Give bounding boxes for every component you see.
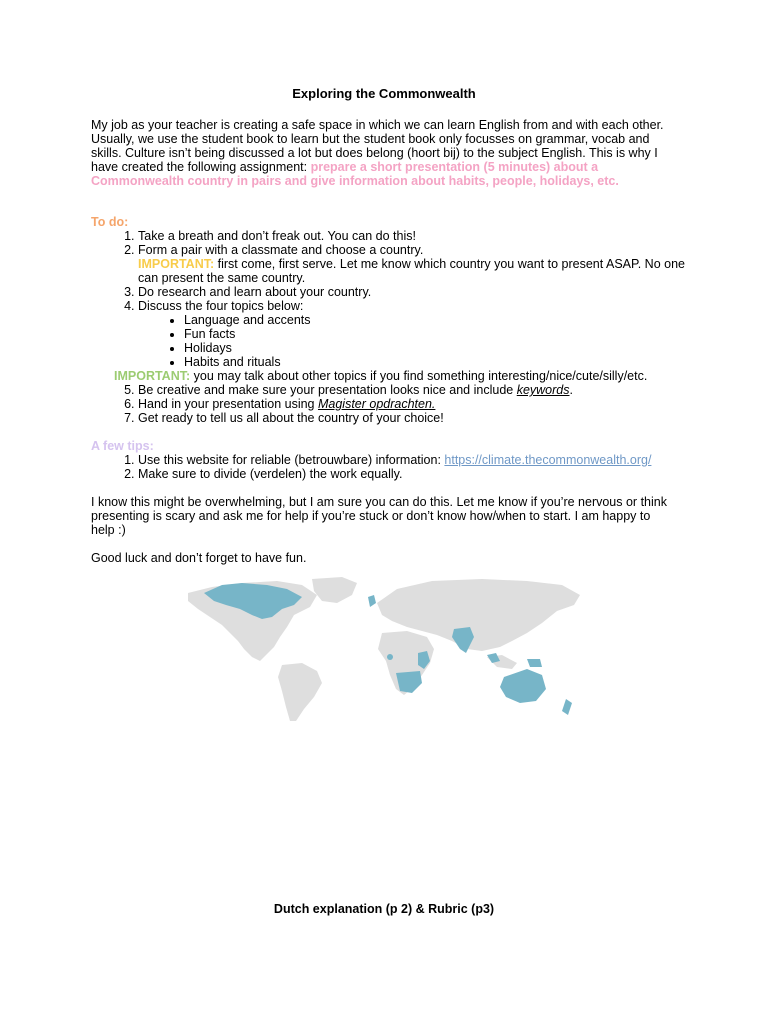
todo-step-4 xyxy=(138,299,691,369)
tips-heading: A few tips: xyxy=(91,439,154,453)
todo-step-4-text: Discuss the four topics below: xyxy=(138,299,304,313)
todo-step-5 xyxy=(138,383,691,397)
document-title: Exploring the Commonwealth xyxy=(292,86,476,101)
important-text-1: first come, first serve. Let me know which country you want to present ASAP. No one can present the same country. xyxy=(138,257,685,285)
todo-step-5-end: . xyxy=(569,383,573,397)
intro-text: My job as your teacher is creating a safe space in which we can learn English from and with each other. Usually, we use the student book to learn but the student book only focusses on grammar, vocab and skills. Culture isn’t being discussed a lot but does belong (hoort bij) to the subject English. This is why I have created the following assignment: xyxy=(91,118,664,174)
commonwealth-website-link[interactable]: https://climate.thecommonwealth.org/ xyxy=(444,453,652,467)
tips-section xyxy=(91,439,691,481)
todo-step-6-text: Hand in your presentation using xyxy=(138,397,318,411)
closing-paragraph: I know this might be overwhelming, but I am sure you can do this. Let me know if you’re nervous or think presenting is scary and ask me for help if you’re stuck or don’t know how/when to start. I am happy to help :) xyxy=(91,495,667,537)
topic-item: • Habits and rituals xyxy=(184,355,691,369)
topics-list xyxy=(138,313,691,369)
todo-step-2 xyxy=(138,243,691,285)
assignment-highlight: prepare a short presentation (5 minutes) about a Commonwealth country in pairs and give information about habits, people, holidays, etc. xyxy=(91,160,619,188)
land-region xyxy=(312,577,357,603)
important-label-green: IMPORTANT: xyxy=(114,369,191,383)
important-label-yellow: IMPORTANT: xyxy=(138,257,215,271)
commonwealth-country xyxy=(527,659,542,667)
tip-1 xyxy=(138,453,691,467)
commonwealth-country xyxy=(396,671,422,693)
footer-note: Dutch explanation (p 2) & Rubric (p3) xyxy=(273,902,495,916)
commonwealth-country xyxy=(500,669,546,703)
tip-1-text: Use this website for reliable (betrouwbare) information: xyxy=(138,453,445,467)
todo-heading: To do: xyxy=(91,215,129,229)
commonwealth-country xyxy=(368,595,376,607)
todo-list xyxy=(91,229,691,369)
todo-step-5-text: Be creative and make sure your presentation looks nice and include xyxy=(138,383,517,397)
intro-paragraph xyxy=(91,118,676,188)
topic-item: • Holidays xyxy=(184,341,691,355)
topic-item: • Fun facts xyxy=(184,327,691,341)
tip-2: 2. Make sure to divide (verdelen) the work equally. xyxy=(138,467,691,481)
important-note-green xyxy=(91,369,691,383)
important-text-2: you may talk about other topics if you find something interesting/nice/cute/silly/etc. xyxy=(190,369,648,383)
commonwealth-country xyxy=(387,654,393,660)
todo-step-1: 1. Take a breath and don’t freak out. You can do this! xyxy=(138,229,691,243)
todo-step-7: 7. Get ready to tell us all about the country of your choice! xyxy=(138,411,691,425)
todo-section xyxy=(91,215,691,425)
commonwealth-country xyxy=(562,699,572,715)
topic-item: • Language and accents xyxy=(184,313,691,327)
land-region xyxy=(278,663,322,721)
magister-link[interactable]: Magister opdrachten. xyxy=(317,397,436,411)
commonwealth-world-map xyxy=(182,575,584,725)
tips-list xyxy=(91,453,691,481)
keywords-term: keywords xyxy=(516,383,570,397)
todo-step-2-text: Form a pair with a classmate and choose a country. xyxy=(138,243,424,257)
todo-step-6 xyxy=(138,397,691,411)
todo-list-continued xyxy=(91,383,691,425)
todo-step-3: 3. Do research and learn about your country. xyxy=(138,285,691,299)
good-luck-text: Good luck and don’t forget to have fun. xyxy=(91,551,307,565)
